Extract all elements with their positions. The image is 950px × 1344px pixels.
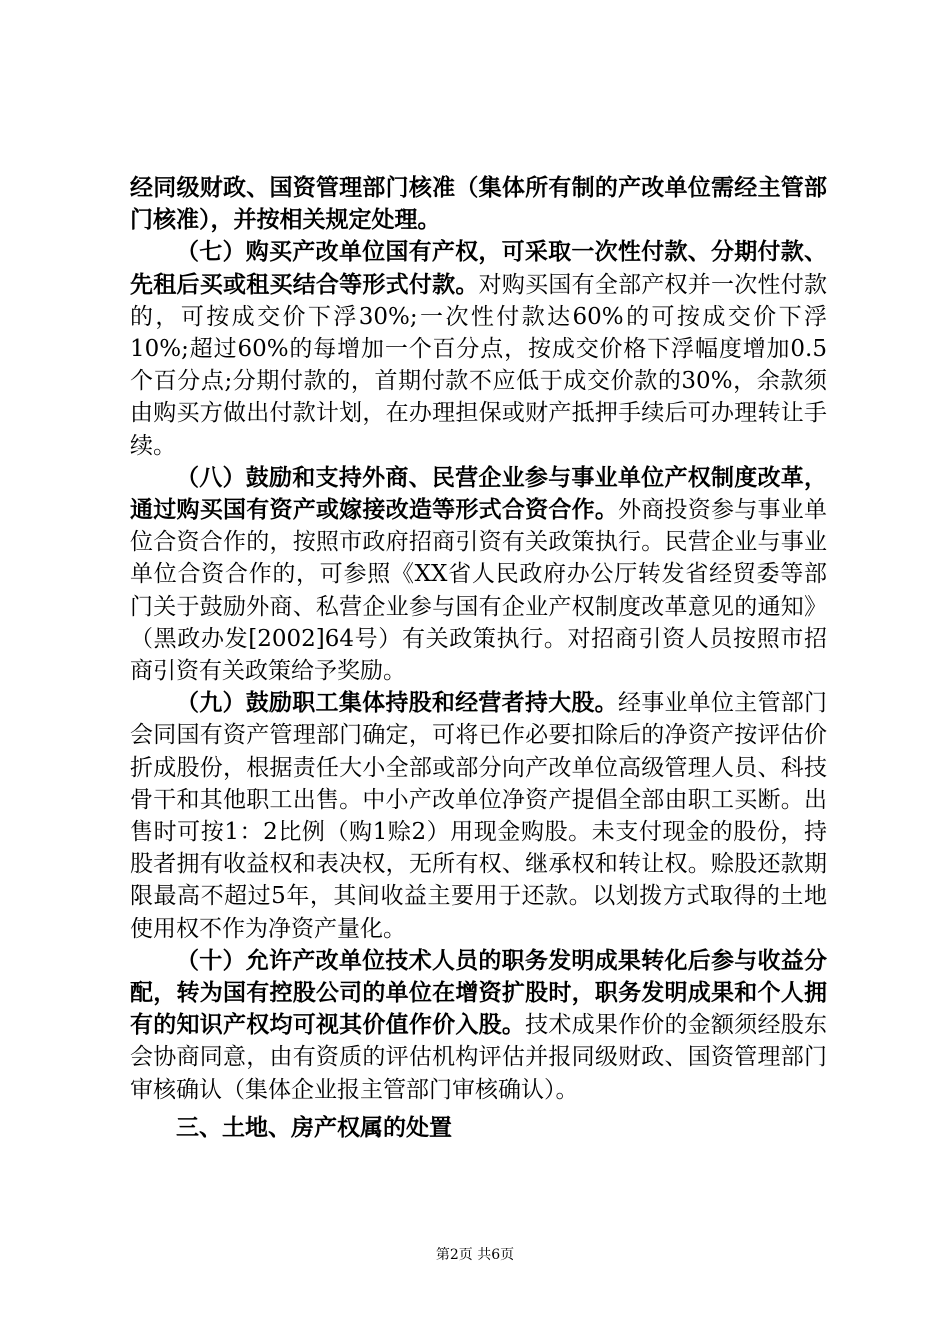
paragraph-bold-text: 经同级财政、国资管理部门核准（集体所有制的产改单位需经主管部门核准），并按相关规定处理。 — [130, 175, 827, 234]
paragraph-text: 经事业单位主管部门会同国有资产管理部门确定，可将已作必要扣除后的净资产按评估价折成股份，根据责任大小全部或部分向产改单位高级管理人员、科技骨干和其他职工出售。中小产改单位净资产提倡全部由职工买断。出售时可按1：2比例（购1赊2）用现金购股。未支付现金的股份，持股者拥有收益权和表决权，无所有权、继承权和转让权。赊股还款期限最高不超过5年，其间收益主要用于还款。以划拨方式取得的土地使用权不作为净资产量化。 — [130, 690, 828, 942]
paragraph-bold-text: （九）鼓励职工集体持股和经营者持大股。 — [176, 690, 618, 717]
paragraph-item-10 — [130, 945, 827, 1106]
paragraph-text: 对购买国有全部产权并一次性付款的，可按成交价下浮30%;一次性付款达60%的可按成交价下浮10%;超过60%的每增加一个百分点，按成交价格下浮幅度增加0.5个百分点;分期付款的，首期付款不应低于成交价款的30%，余款须由购买方做出付款计划，在办理担保或财产抵押手续后可办理转让手续。 — [130, 271, 828, 459]
paragraph-bold-text: （八）鼓励和支持外商、民营企业参与事业单位产权制度改革，通过购买国有资产或嫁接改造等形式合资合作。 — [130, 464, 827, 524]
document-body — [130, 172, 827, 1144]
section-heading: 三、土地、房产权属的处置 — [176, 1114, 452, 1141]
paragraph-item-7 — [130, 236, 827, 461]
paragraph-item-8 — [130, 462, 827, 687]
page-footer — [0, 1244, 950, 1264]
paragraph-bold-text: （十）允许产改单位技术人员的职务发明成果转化后参与收益分配，转为国有控股公司的单位在增资扩股时，职务发明成果和个人拥有的知识产权均可视其价值作价入股。 — [130, 947, 827, 1039]
paragraph-bold-text: （七）购买产改单位国有产权，可采取一次性付款、分期付款、先租后买或租买结合等形式付款。 — [130, 239, 827, 298]
paragraph-text: 技术成果作价的金额须经股东会协商同意，由有资质的评估机构评估并报同级财政、国资管理部门审核确认（集体企业报主管部门审核确认）。 — [130, 1012, 828, 1103]
paragraph-continuation — [130, 172, 827, 236]
paragraph-item-9 — [130, 687, 827, 945]
paragraph-text: 外商投资参与事业单位合资合作的，按照市政府招商引资有关政策执行。民营企业与事业单位合资合作的，可参照《XX省人民政府办公厅转发省经贸委等部门关于鼓励外商、私营企业参与国有企业产权制度改革意见的通知》（黑政办发[2002]64号）有关政策执行。对招商引资人员按照市招商引资有关政策给予奖励。 — [130, 497, 828, 685]
page-number: 第2页 共6页 — [435, 1247, 515, 1263]
